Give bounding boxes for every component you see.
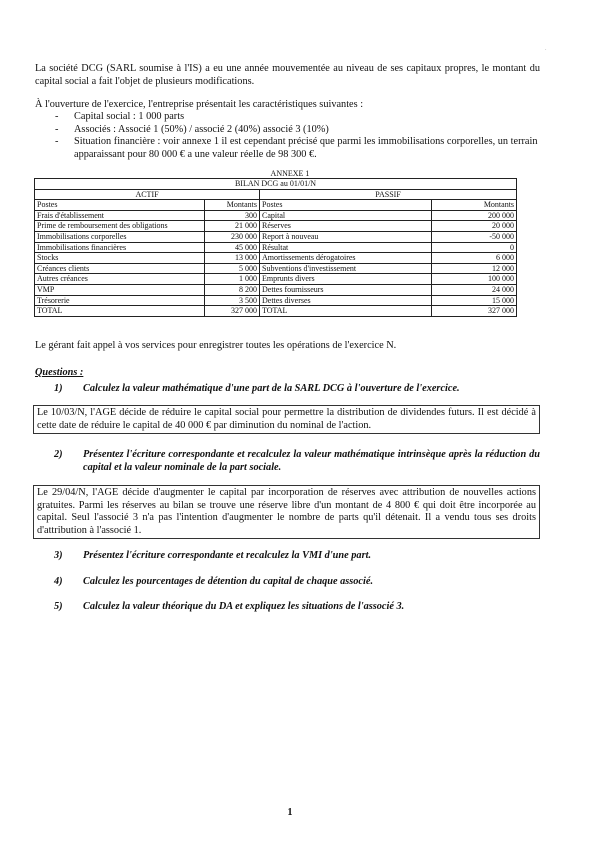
actif-amount-cell: 1 000 xyxy=(205,274,260,285)
column-header-montants: Montants xyxy=(205,200,260,211)
actif-poste-cell: Stocks xyxy=(35,253,205,264)
question-text: Calculez les pourcentages de détention du capital de chaque associé. xyxy=(83,576,374,587)
actif-header: ACTIF xyxy=(35,189,260,200)
corner-mark: . xyxy=(545,46,547,52)
list-item xyxy=(35,136,540,161)
passif-amount-cell: -50 000 xyxy=(432,231,517,242)
passif-amount-cell: 24 000 xyxy=(432,284,517,295)
actif-poste-cell: Prime de remboursement des obligations xyxy=(35,221,205,232)
characteristics-list xyxy=(35,111,540,161)
actif-amount-cell: 327 000 xyxy=(205,306,260,317)
actif-poste-cell: VMP xyxy=(35,284,205,295)
table-title-row xyxy=(35,179,517,190)
balance-sheet-table xyxy=(34,178,517,317)
passif-amount-cell: 6 000 xyxy=(432,253,517,264)
question-text: Calculez la valeur mathématique d'une part de la SARL DCG à l'ouverture de l'exercice. xyxy=(83,383,460,394)
list-item-text: Capital social : 1 000 parts xyxy=(74,111,185,122)
opening-paragraph: À l'ouverture de l'exercice, l'entreprise présentait les caractéristiques suivantes : xyxy=(35,99,364,110)
list-item xyxy=(35,111,540,124)
table-row xyxy=(35,253,517,264)
passif-amount-cell: 327 000 xyxy=(432,306,517,317)
passif-amount-cell: 20 000 xyxy=(432,221,517,232)
table-row xyxy=(35,210,517,221)
actif-amount-cell: 13 000 xyxy=(205,253,260,264)
passif-poste-cell: TOTAL xyxy=(260,306,432,317)
passif-header: PASSIF xyxy=(260,189,517,200)
event-box-augmentation: Le 29/04/N, l'AGE décide d'augmenter le capital par incorporation de réserves avec attribution de nouvelles actions gratuites. Parmi les réserves au bilan se trouve une réserve libre d'un montant de 4 800 € qui doit être incorporée au capital. Seul l'associé 3 n'a pas l'intention d'augmenter le nombre de parts qu'il détenait. Il a vendu tous ses droits d'attribution à l'associé 1. xyxy=(33,485,540,539)
actif-amount-cell: 300 xyxy=(205,210,260,221)
question-number: 3) xyxy=(54,550,63,561)
table-title: BILAN DCG au 01/01/N xyxy=(35,179,517,190)
question-5 xyxy=(54,601,540,614)
table-row xyxy=(35,295,517,306)
actif-poste-cell: Immobilisations corporelles xyxy=(35,231,205,242)
intro-paragraph: La société DCG (SARL soumise à l'IS) a eu une année mouvementée au niveau de ses capitaux propres, le montant du capital social a fait l'objet de plusieurs modifications. xyxy=(35,63,540,87)
question-text: Présentez l'écriture correspondante et recalculez la VMI d'une part. xyxy=(83,550,372,561)
passif-poste-cell: Subventions d'investissement xyxy=(260,263,432,274)
actif-amount-cell: 5 000 xyxy=(205,263,260,274)
actif-amount-cell: 8 200 xyxy=(205,284,260,295)
column-header-postes: Postes xyxy=(35,200,205,211)
question-number: 2) xyxy=(54,449,63,460)
passif-amount-cell: 15 000 xyxy=(432,295,517,306)
passif-poste-cell: Réserves xyxy=(260,221,432,232)
manager-paragraph: Le gérant fait appel à vos services pour enregistrer toutes les opérations de l'exercice N. xyxy=(35,340,397,351)
passif-amount-cell: 100 000 xyxy=(432,274,517,285)
question-2 xyxy=(54,449,540,474)
passif-poste-cell: Emprunts divers xyxy=(260,274,432,285)
table-row xyxy=(35,263,517,274)
question-number: 5) xyxy=(54,601,63,612)
passif-poste-cell: Dettes fournisseurs xyxy=(260,284,432,295)
question-text: Calculez la valeur théorique du DA et expliquez les situations de l'associé 3. xyxy=(83,601,405,612)
column-header-montants: Montants xyxy=(432,200,517,211)
passif-poste-cell: Report à nouveau xyxy=(260,231,432,242)
question-number: 1) xyxy=(54,383,63,394)
passif-amount-cell: 0 xyxy=(432,242,517,253)
passif-amount-cell: 12 000 xyxy=(432,263,517,274)
actif-poste-cell: TOTAL xyxy=(35,306,205,317)
annex-label: ANNEXE 1 xyxy=(270,169,310,178)
table-row xyxy=(35,242,517,253)
actif-poste-cell: Trésorerie xyxy=(35,295,205,306)
table-row xyxy=(35,221,517,232)
bullet-dash: - xyxy=(55,111,59,122)
passif-poste-cell: Dettes diverses xyxy=(260,295,432,306)
actif-poste-cell: Autres créances xyxy=(35,274,205,285)
actif-amount-cell: 3 500 xyxy=(205,295,260,306)
question-4 xyxy=(54,576,540,589)
bullet-dash: - xyxy=(55,123,59,135)
table-header-row xyxy=(35,200,517,211)
question-number: 4) xyxy=(54,576,63,587)
question-text: Présentez l'écriture correspondante et recalculez la valeur mathématique intrinsèque après la réduction du capital et la valeur nominale de la part sociale. xyxy=(83,449,540,473)
table-row xyxy=(35,231,517,242)
table-row xyxy=(35,284,517,295)
passif-poste-cell: Amortissements dérogatoires xyxy=(260,253,432,264)
table-row xyxy=(35,306,517,317)
actif-poste-cell: Créances clients xyxy=(35,263,205,274)
passif-poste-cell: Capital xyxy=(260,210,432,221)
actif-amount-cell: 45 000 xyxy=(205,242,260,253)
table-row xyxy=(35,274,517,285)
actif-poste-cell: Immobilisations financières xyxy=(35,242,205,253)
question-1 xyxy=(54,383,540,396)
list-item-text: Associés : Associé 1 (50%) / associé 2 (40%) associé 3 (10%) xyxy=(74,123,329,135)
question-3 xyxy=(54,550,540,563)
actif-amount-cell: 230 000 xyxy=(205,231,260,242)
passif-poste-cell: Résultat xyxy=(260,242,432,253)
column-header-postes: Postes xyxy=(260,200,432,211)
list-item xyxy=(35,124,540,137)
list-item-text: Situation financière : voir annexe 1 il est cependant précisé que parmi les immobilisations corporelles, un terrain apparaissant pour 80 000 € a une valeur réelle de 98 300 €. xyxy=(74,136,538,160)
actif-poste-cell: Frais d'établissement xyxy=(35,210,205,221)
event-box-reduction: Le 10/03/N, l'AGE décide de réduire le capital social pour permettre la distribution de dividendes futurs. Il est décidé à cette date de réduire le capital de 40 000 € par diminution du nominal de l'action. xyxy=(33,405,540,434)
bullet-dash: - xyxy=(55,136,59,148)
page-number: 1 xyxy=(287,807,293,818)
actif-amount-cell: 21 000 xyxy=(205,221,260,232)
questions-heading: Questions : xyxy=(35,367,84,378)
passif-amount-cell: 200 000 xyxy=(432,210,517,221)
table-section-row xyxy=(35,189,517,200)
